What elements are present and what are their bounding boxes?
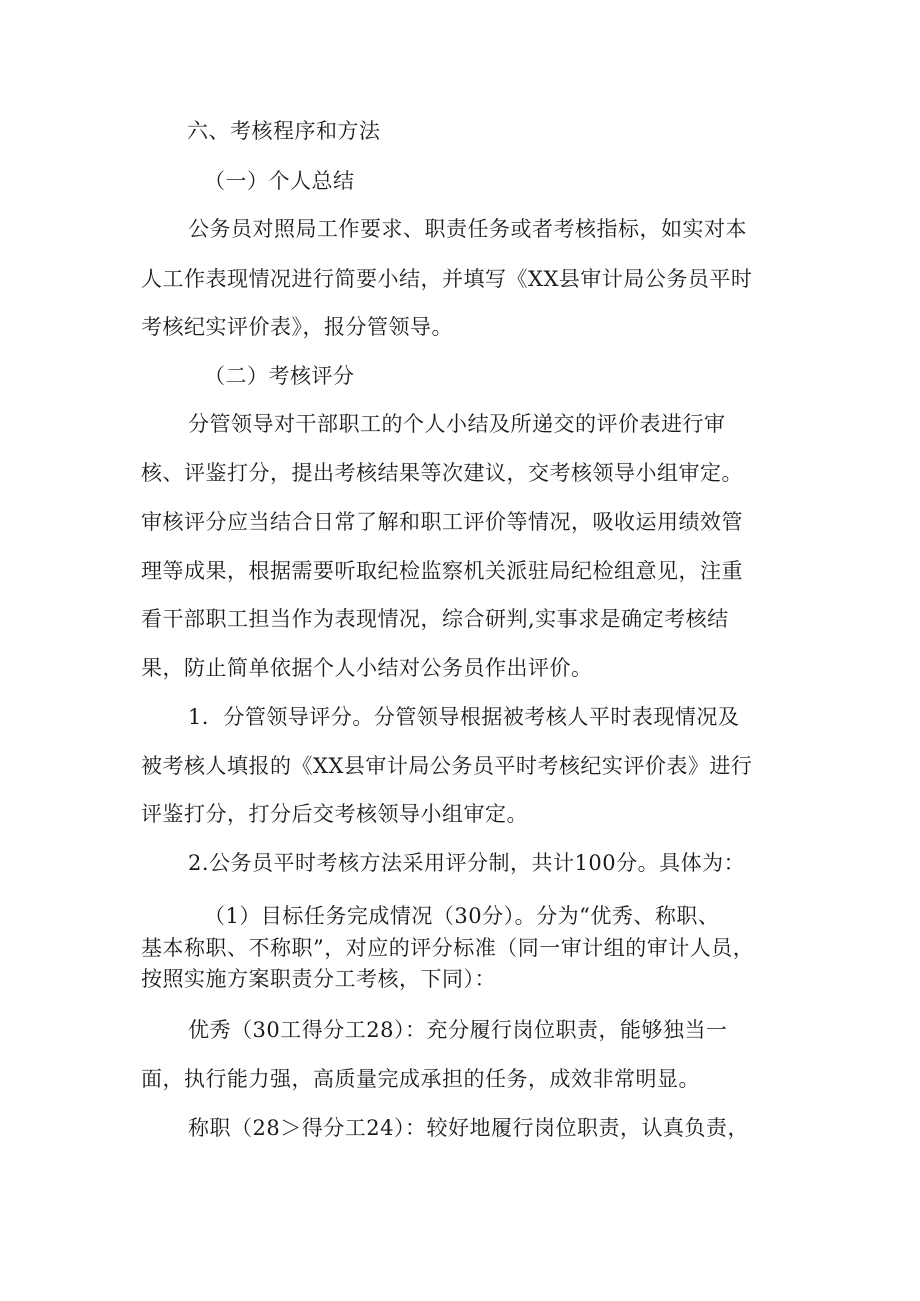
paragraph-line: 被考核人填报的《XX县审计局公务员平时考核纪实评价表》进行 <box>141 754 753 778</box>
paragraph-line: 分管领导对干部职工的个人小结及所递交的评价表进行审 <box>188 412 726 436</box>
paragraph-line: 基本称职、不称职”，对应的评分标准（同一审计组的审计人员， <box>141 936 755 960</box>
paragraph-line: （1）目标任务完成情况（30分）。分为“优秀、称职、 <box>204 904 720 928</box>
paragraph-line: 审核评分应当结合日常了解和职工评价等情况，吸收运用绩效管 <box>141 510 743 534</box>
paragraph-line: 称职（28＞得分工24）：较好地履行岗位职责，认真负责， <box>188 1116 749 1140</box>
paragraph-line: 核、评鉴打分，提出考核结果等次建议，交考核领导小组审定。 <box>141 461 743 485</box>
paragraph-line: 评鉴打分，打分后交考核领导小组审定。 <box>141 802 528 826</box>
paragraph-line: 1．分管领导评分。分管领导根据被考核人平时表现情况及 <box>188 705 740 729</box>
paragraph-line: 公务员对照局工作要求、职责任务或者考核指标，如实对本 <box>188 217 747 241</box>
section-heading: 六、考核程序和方法 <box>187 119 381 143</box>
paragraph-line: 面，执行能力强，高质量完成承担的任务，成效非常明显。 <box>141 1067 700 1091</box>
subsection-title-personal-summary: （一）个人总结 <box>204 169 355 193</box>
paragraph-line: 2.公务员平时考核方法采用评分制，共计100分。具体为： <box>188 851 746 875</box>
paragraph-line: 优秀（30工得分工28）：充分履行岗位职责，能够独当一 <box>188 1018 728 1042</box>
paragraph-line: 理等成果，根据需要听取纪检监察机关派驻局纪检组意见，注重 <box>141 559 743 583</box>
paragraph-line: 人工作表现情况进行简要小结，并填写《XX县审计局公务员平时 <box>141 267 753 291</box>
paragraph-line: 考核纪实评价表》，报分管领导。 <box>141 315 453 339</box>
subsection-title-scoring: （二）考核评分 <box>204 364 355 388</box>
paragraph-line: 看干部职工担当作为表现情况，综合研判,实事求是确定考核结 <box>141 607 729 631</box>
paragraph-line: 果，防止简单依据个人小结对公务员作出评价。 <box>141 656 593 680</box>
paragraph-line: 按照实施方案职责分工考核，下同）： <box>141 967 496 991</box>
